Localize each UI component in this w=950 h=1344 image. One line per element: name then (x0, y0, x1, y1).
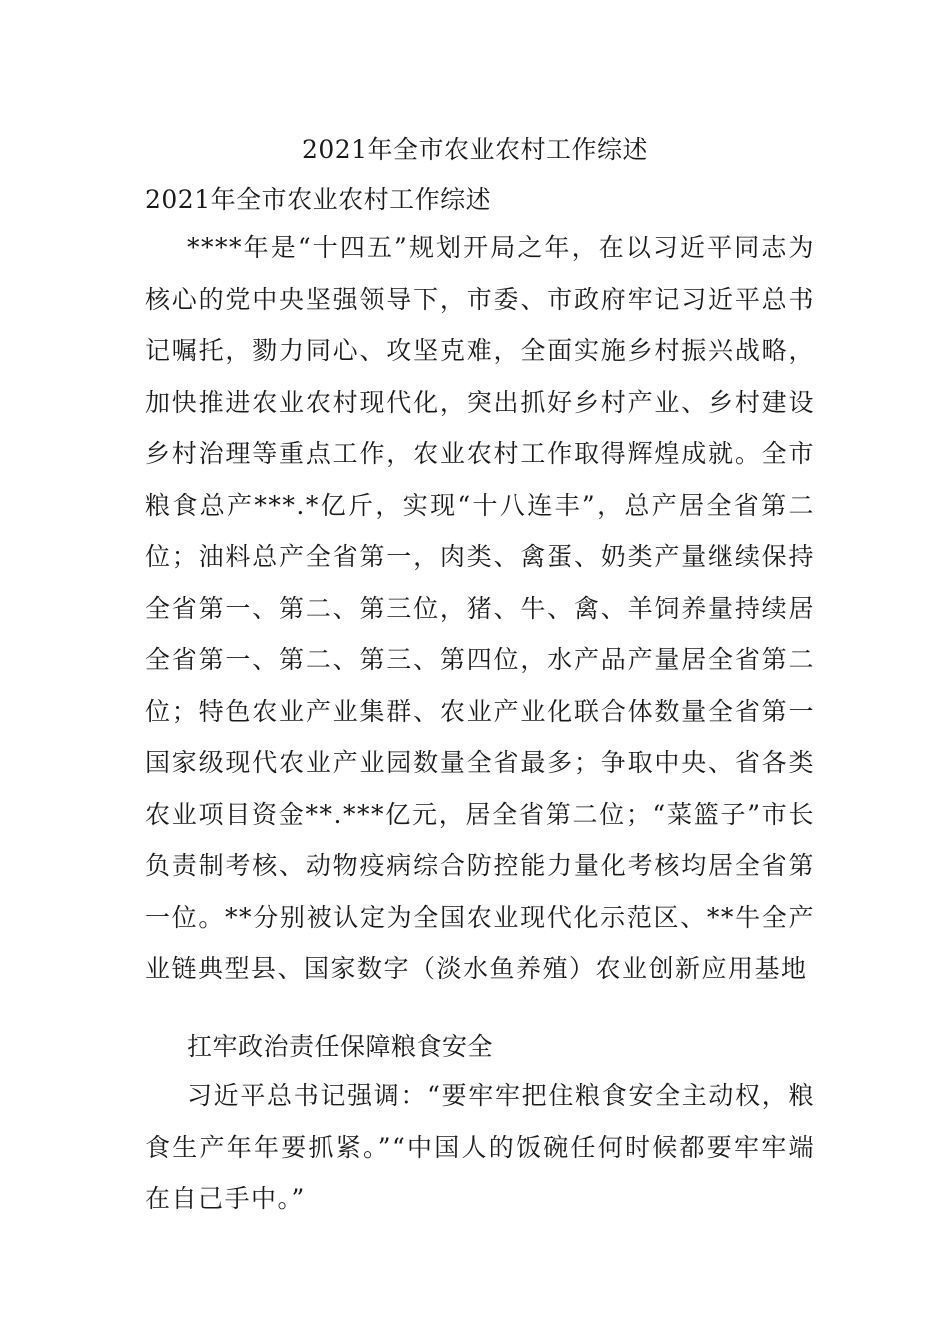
intro-paragraph-block (145, 222, 815, 995)
quote-paragraph: 习近平总书记强调：“要牢牢把住粮食安全主动权，粮食生产年年要抓紧。”“中国人的饭碗任何时候都要牢牢端在自己手中。” (145, 1081, 815, 1213)
section-heading: 扛牢政治责任保障粮食安全 (187, 1032, 494, 1061)
document-subtitle: 2021年全市农业农村工作综述 (145, 185, 492, 214)
intro-paragraph: ****年是“十四五”规划开局之年，在以习近平同志为核心的党中央坚强领导下，市委、市政府牢记习近平总书记嘱托，勠力同心、攻坚克难，全面实施乡村振兴战略，加快推进农业农村现代化，突出抓好乡村产业、乡村建设乡村治理等重点工作，农业农村工作取得辉煌成就。全市粮食总产***.*亿斤，实现“十八连丰”，总产居全省第二位；油料总产全省第一，肉类、禽蛋、奶类产量继续保持全省第一、第二、第三位，猪、牛、禽、羊饲养量持续居全省第一、第二、第三、第四位，水产品产量居全省第二位；特色农业产业集群、农业产业化联合体数量全省第一国家级现代农业产业园数量全省最多；争取中央、省各类农业项目资金**.***亿元，居全省第二位；“菜篮子”市长负责制考核、动物疫病综合防控能力量化考核均居全省第一位。**分别被认定为全国农业现代化示范区、**牛全产业链典型县、国家数字（淡水鱼养殖）农业创新应用基地 (145, 233, 815, 983)
document-title: 2021年全市农业农村工作综述 (301, 135, 649, 164)
quote-paragraph-block (145, 1070, 815, 1225)
